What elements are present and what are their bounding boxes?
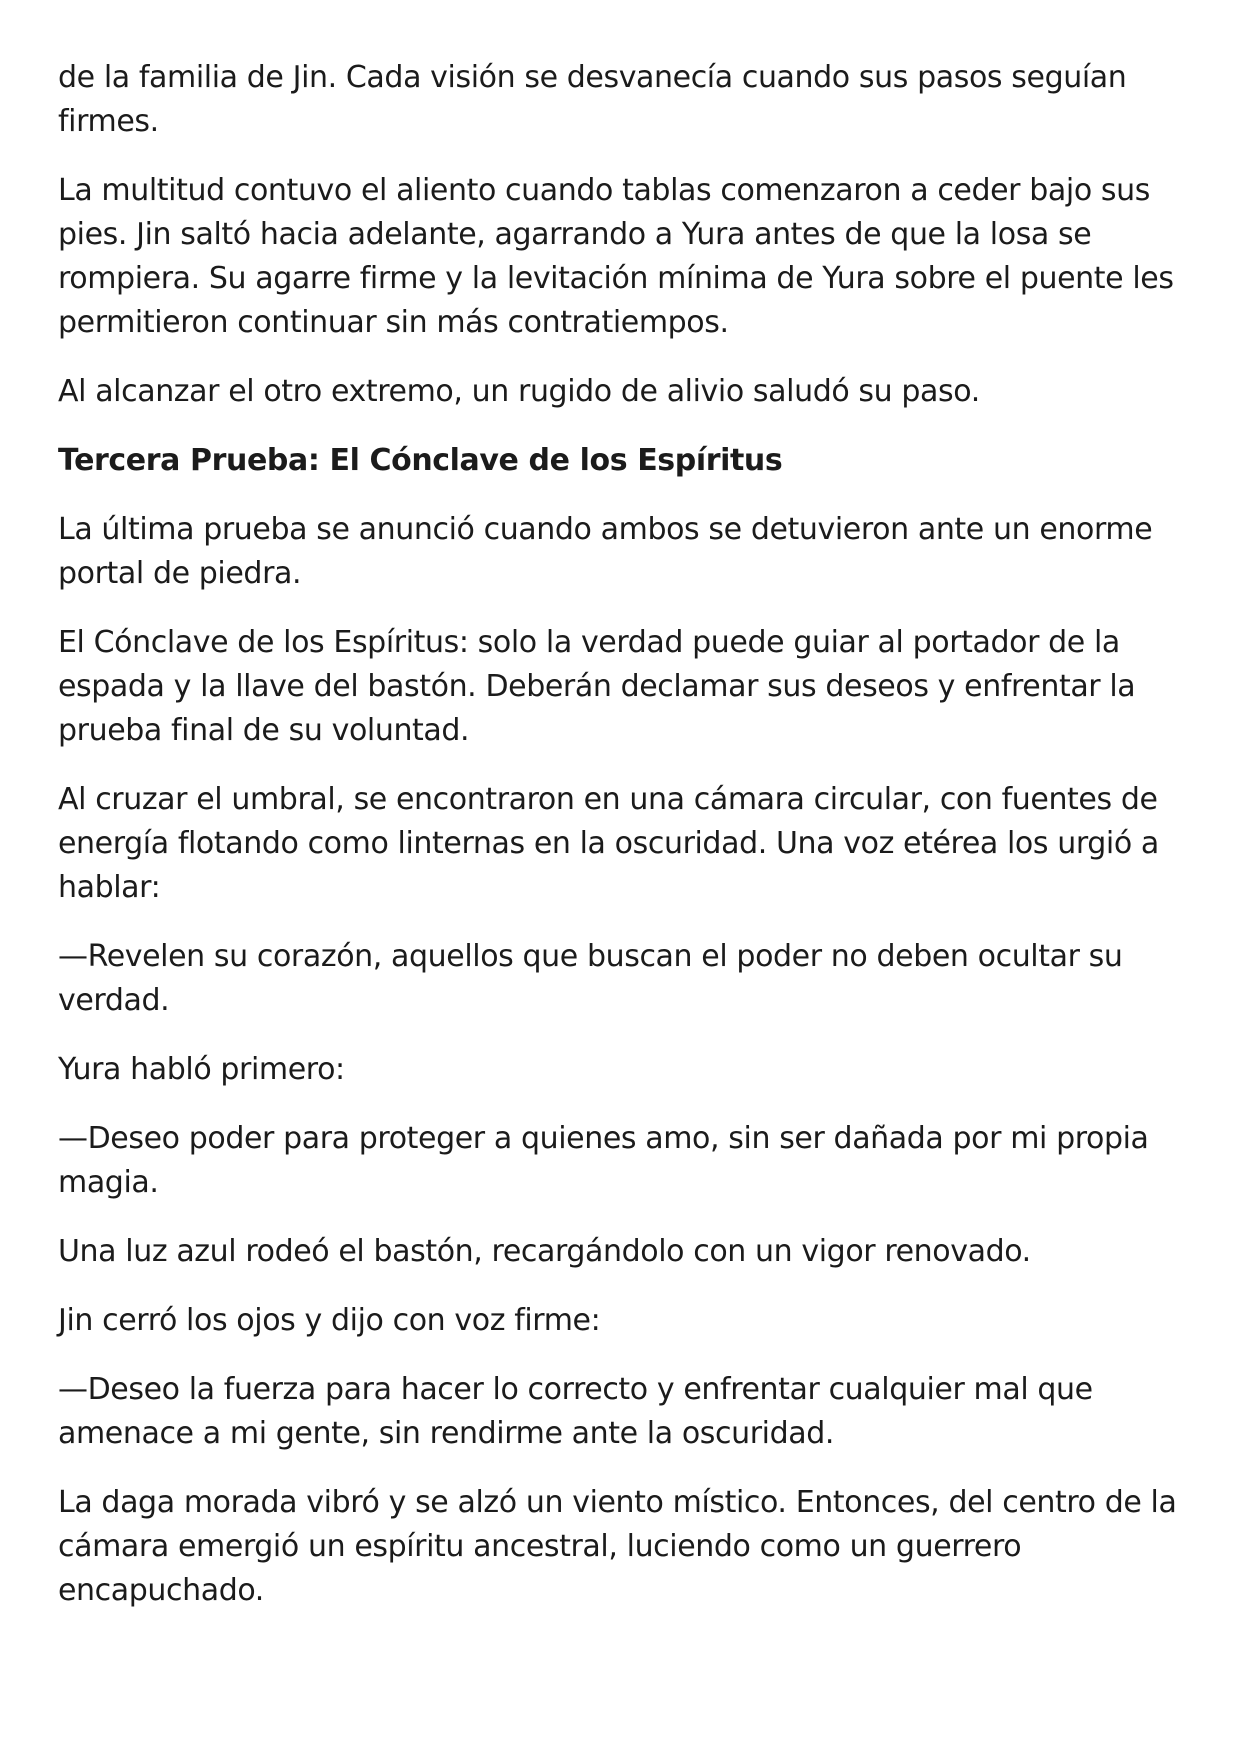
paragraph: —Revelen su corazón, aquellos que buscan el poder no deben ocultar su verdad. [58,939,1123,1018]
paragraph: —Deseo poder para proteger a quienes amo, sin ser dañada por mi propia magia. [58,1121,1149,1200]
paragraph: La daga morada vibró y se alzó un viento místico. Entonces, del centro de la cámara emergió un espíritu ancestral, luciendo como un guerrero encapuchado. [58,1485,1177,1608]
paragraph: La multitud contuvo el aliento cuando tablas comenzaron a ceder bajo sus pies. Jin saltó hacia adelante, agarrando a Yura antes de que la losa se rompiera. Su agarre firme y la levitación mínima de Yura sobre el puente les permitieron continuar sin más contratiempos. [58,173,1174,340]
paragraph: Al alcanzar el otro extremo, un rugido de alivio saludó su paso. [58,374,980,409]
section-heading: Tercera Prueba: El Cónclave de los Espíritus [58,443,783,478]
paragraph: Yura habló primero: [58,1052,345,1087]
paragraph: La última prueba se anunció cuando ambos se detuvieron ante un enorme portal de piedra. [58,512,1153,591]
paragraph: Jin cerró los ojos y dijo con voz firme: [58,1303,601,1338]
paragraph: El Cónclave de los Espíritus: solo la verdad puede guiar al portador de la espada y la llave del bastón. Deberán declamar sus deseos y enfrentar la prueba final de su voluntad. [58,625,1136,748]
paragraph: —Deseo la fuerza para hacer lo correcto y enfrentar cualquier mal que amenace a mi gente, sin rendirme ante la oscuridad. [58,1372,1093,1451]
paragraph: Al cruzar el umbral, se encontraron en una cámara circular, con fuentes de energía flotando como linternas en la oscuridad. Una voz etérea los urgió a hablar: [58,782,1159,905]
paragraph: Una luz azul rodeó el bastón, recargándolo con un vigor renovado. [58,1234,1031,1269]
paragraph: de la familia de Jin. Cada visión se desvanecía cuando sus pasos seguían firmes. [58,60,1127,139]
document-page [58,56,1178,1638]
